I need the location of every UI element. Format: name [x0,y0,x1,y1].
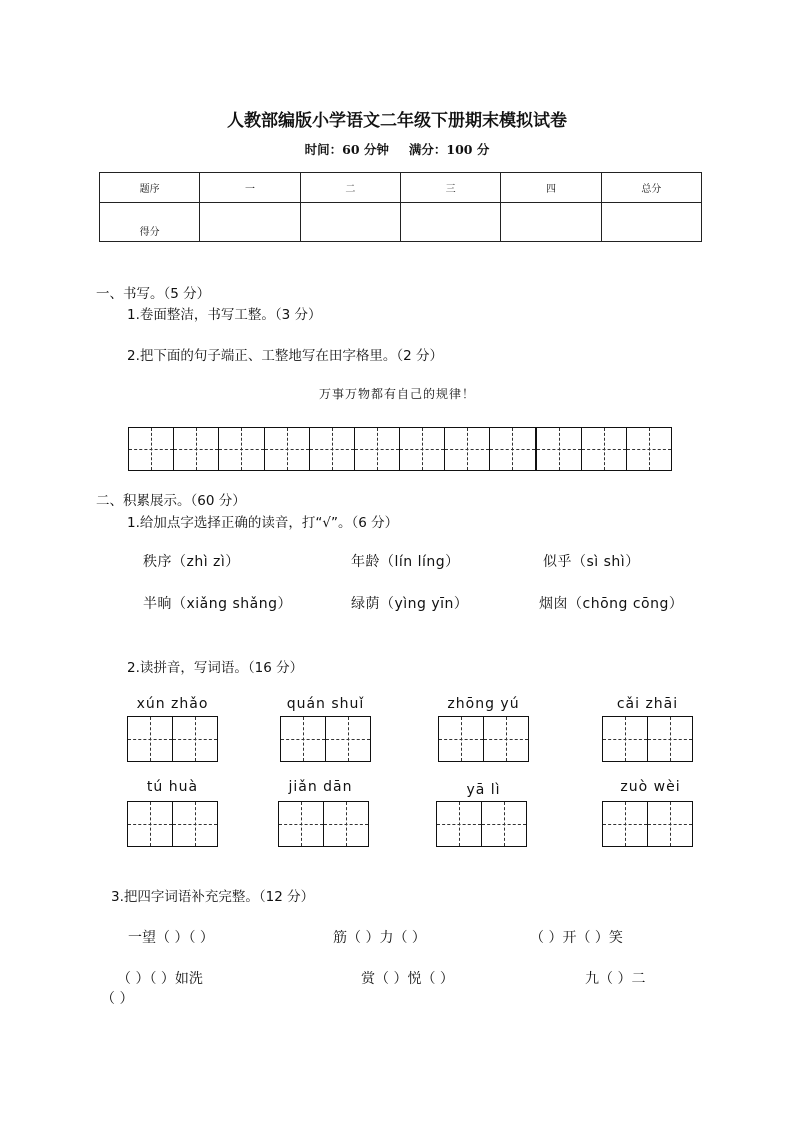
pinyin-label: zuò wèi [620,779,681,795]
idiom-blank[interactable]: （ ）（ ）如洗 [117,971,203,987]
writing-grid-cell[interactable] [219,428,264,470]
pinyin-label: quán shuǐ [286,696,365,712]
writing-grid-cell[interactable] [355,428,400,470]
score-input-cell[interactable] [400,203,500,242]
pinyin-label: yā lì [466,782,501,798]
idiom-blank[interactable]: 筋（ ）力（ ） [333,930,426,946]
word-grid[interactable] [127,801,218,847]
writing-grid-cell[interactable] [445,428,490,470]
writing-grid-cell[interactable] [627,428,671,470]
full-score: 满分：100 分 [408,142,490,157]
writing-grid-cell[interactable] [129,428,174,470]
writing-grid-cell[interactable] [537,428,582,470]
score-row-label: 得分 [100,203,200,242]
word-grid[interactable] [602,716,693,762]
pinyin-label: tú huà [146,779,199,795]
writing-grid-cell[interactable] [490,428,536,470]
pinyin-label: cǎi zhāi [616,696,679,712]
pronunciation-item[interactable]: 秩序（zhì zì） [143,554,240,570]
score-input-cell[interactable] [200,203,300,242]
pronunciation-item[interactable]: 年龄（lín líng） [351,554,460,570]
writing-grid-cell[interactable] [582,428,627,470]
pronunciation-item[interactable]: 似乎（sì shì） [543,554,640,570]
writing-grid-cell[interactable] [265,428,310,470]
section1-q2: 2.把下面的句子端正、工整地写在田字格里。（2 分） [127,348,444,364]
pinyin-label: jiǎn dān [288,779,353,795]
score-header-cell: 三 [400,173,500,203]
section1-heading: 一、书写。（5 分） [96,286,211,302]
idiom-blank[interactable]: （ ） [101,991,134,1007]
idiom-blank[interactable]: 一望（ ）（ ） [128,930,214,946]
idiom-blank[interactable]: 赏（ ）悦（ ） [361,971,454,987]
pronunciation-item[interactable]: 半晌（xiǎng shǎng） [143,596,292,612]
score-header-cell: 一 [200,173,300,203]
word-grid[interactable] [436,801,527,847]
time-limit: 时间：60 分钟 [304,142,389,157]
pronunciation-item[interactable]: 绿荫（yìng yīn） [351,596,469,612]
section2-q3-prompt: 3.把四字词语补充完整。（12 分） [111,889,315,905]
score-header-cell: 四 [501,173,601,203]
pronunciation-item[interactable]: 烟囱（chōng cōng） [539,596,684,612]
writing-grid-cell[interactable] [310,428,355,470]
page-title: 人教部编版小学语文二年级下册期末模拟试卷 [227,111,567,131]
section2-q1-prompt: 1.给加点字选择正确的读音，打“√”。（6 分） [127,515,399,531]
writing-grid-cell[interactable] [400,428,445,470]
word-grid[interactable] [602,801,693,847]
word-grid[interactable] [278,801,369,847]
score-input-cell[interactable] [300,203,400,242]
idiom-blank[interactable]: （ ）开（ ）笑 [530,930,623,946]
section2-heading: 二、积累展示。（60 分） [96,493,246,509]
word-grid[interactable] [280,716,371,762]
score-header-cell: 题序 [100,173,200,203]
pinyin-label: xún zhǎo [136,696,209,712]
score-input-cell[interactable] [501,203,601,242]
section2-q2-prompt: 2.读拼音，写词语。（16 分） [127,660,304,676]
idiom-blank[interactable]: 九（ ）二 [585,971,646,987]
section1-q1: 1.卷面整洁，书写工整。（3 分） [127,307,322,323]
exam-info [0,140,794,158]
score-table [99,172,702,242]
copy-sentence: 万事万物都有自己的规律！ [318,387,475,401]
word-grid[interactable] [438,716,529,762]
score-header-cell: 总分 [601,173,701,203]
score-input-cell[interactable] [601,203,701,242]
score-header-cell: 二 [300,173,400,203]
pinyin-label: zhōng yú [447,696,520,712]
writing-grid-cell[interactable] [174,428,219,470]
writing-grid-strip[interactable] [128,427,672,471]
word-grid[interactable] [127,716,218,762]
